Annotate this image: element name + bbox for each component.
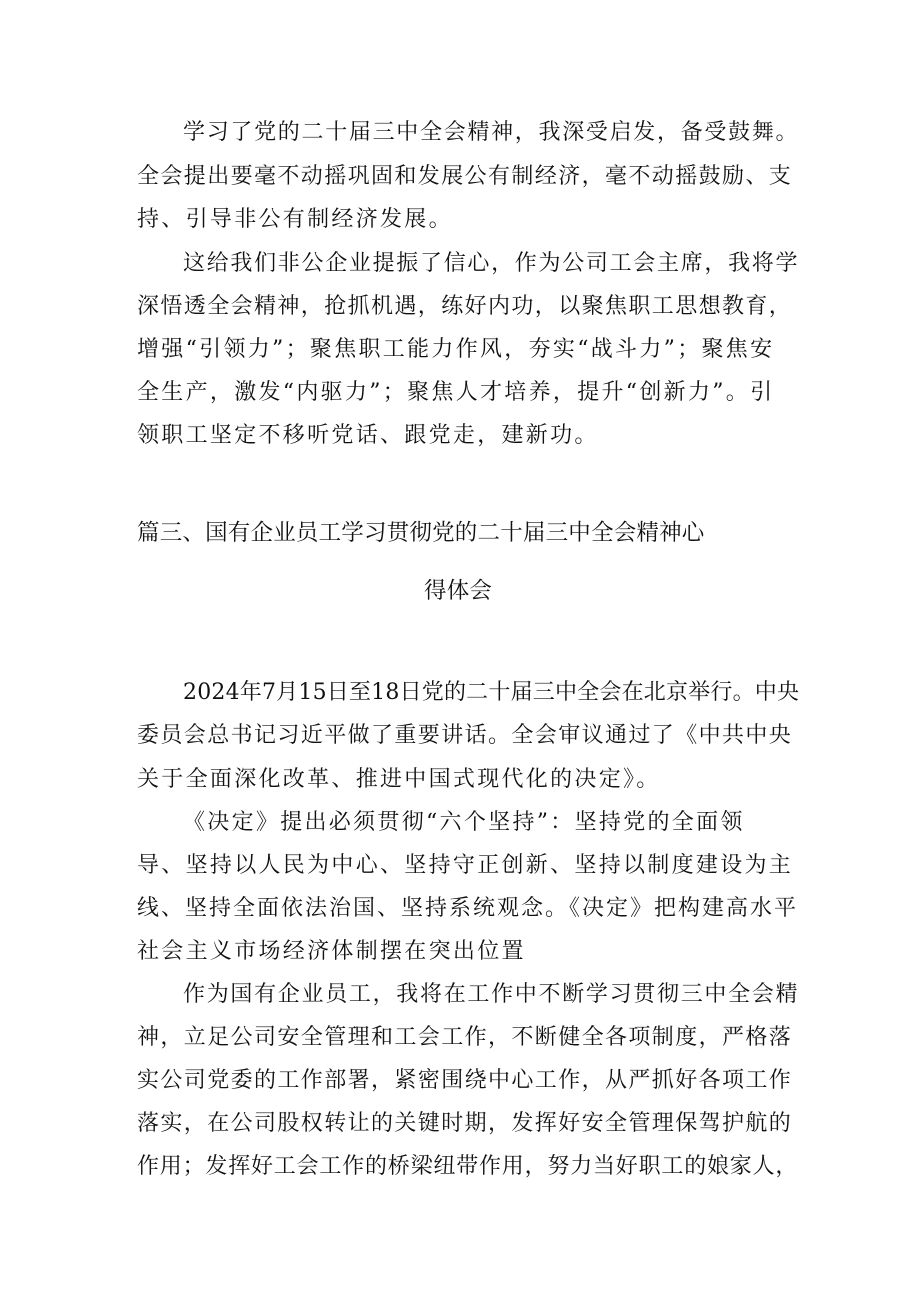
paragraph-line: 导、坚持以人民为中心、坚持守正创新、坚持以制度建设为主	[137, 853, 794, 878]
section-title-continued: 得体会	[424, 578, 493, 604]
paragraph-line: 全生产，激发“内驱力”；聚焦人才培养，提升“创新力”。引	[137, 380, 775, 405]
paragraph-line: 神，立足公司安全管理和工会工作，不断健全各项制度，严格落	[137, 1025, 793, 1050]
paragraph-line: 《决定》提出必须贯彻“六个坚持”：坚持党的全面领	[183, 810, 745, 835]
paragraph-line: 作用；发挥好工会工作的桥梁纽带作用，努力当好职工的娘家人，	[137, 1154, 799, 1179]
paragraph-line: 委员会总书记习近平做了重要讲话。全会审议通过了《中共中央	[137, 723, 793, 748]
paragraph-line: 关于全面深化改革、推进中国式现代化的决定》。	[137, 767, 661, 792]
paragraph-line: 作为国有企业员工，我将在工作中不断学习贯彻三中全会精	[183, 982, 800, 1007]
paragraph-line: 深悟透全会精神，抢抓机遇，练好内功，以聚焦职工思想教育，	[137, 294, 793, 319]
paragraph-line: 线、坚持全面依法治国、坚持系统观念。《决定》把构建高水平	[137, 896, 799, 921]
paragraph-line: 学习了党的二十届三中全会精神，我深受启发，备受鼓舞。	[183, 120, 800, 145]
paragraph-line: 持、引导非公有制经济发展。	[137, 207, 453, 232]
section-title: 篇三、国有企业员工学习贯彻党的二十届三中全会精神心	[137, 520, 705, 546]
paragraph-line: 增强“引领力”；聚焦职工能力作风，夯实“战斗力”；聚焦安	[137, 337, 775, 362]
paragraph-line: 落实，在公司股权转让的关键时期，发挥好安全管理保驾护航的	[137, 1111, 793, 1136]
paragraph-line: 领职工坚定不移听党话、跟党走，建新功。	[137, 423, 599, 448]
paragraph-line: 全会提出要毫不动摇巩固和发展公有制经济，毫不动摇鼓励、支	[137, 164, 793, 189]
paragraph-line: 实公司党委的工作部署，紧密围绕中心工作，从严抓好各项工作	[137, 1068, 793, 1093]
paragraph-line: 社会主义市场经济体制摆在突出位置	[137, 939, 526, 964]
paragraph-line: 这给我们非公企业提振了信心，作为公司工会主席，我将学	[183, 251, 800, 276]
paragraph-line: 2024年7月15日至18日党的二十届三中全会在北京举行。中央	[183, 680, 800, 705]
